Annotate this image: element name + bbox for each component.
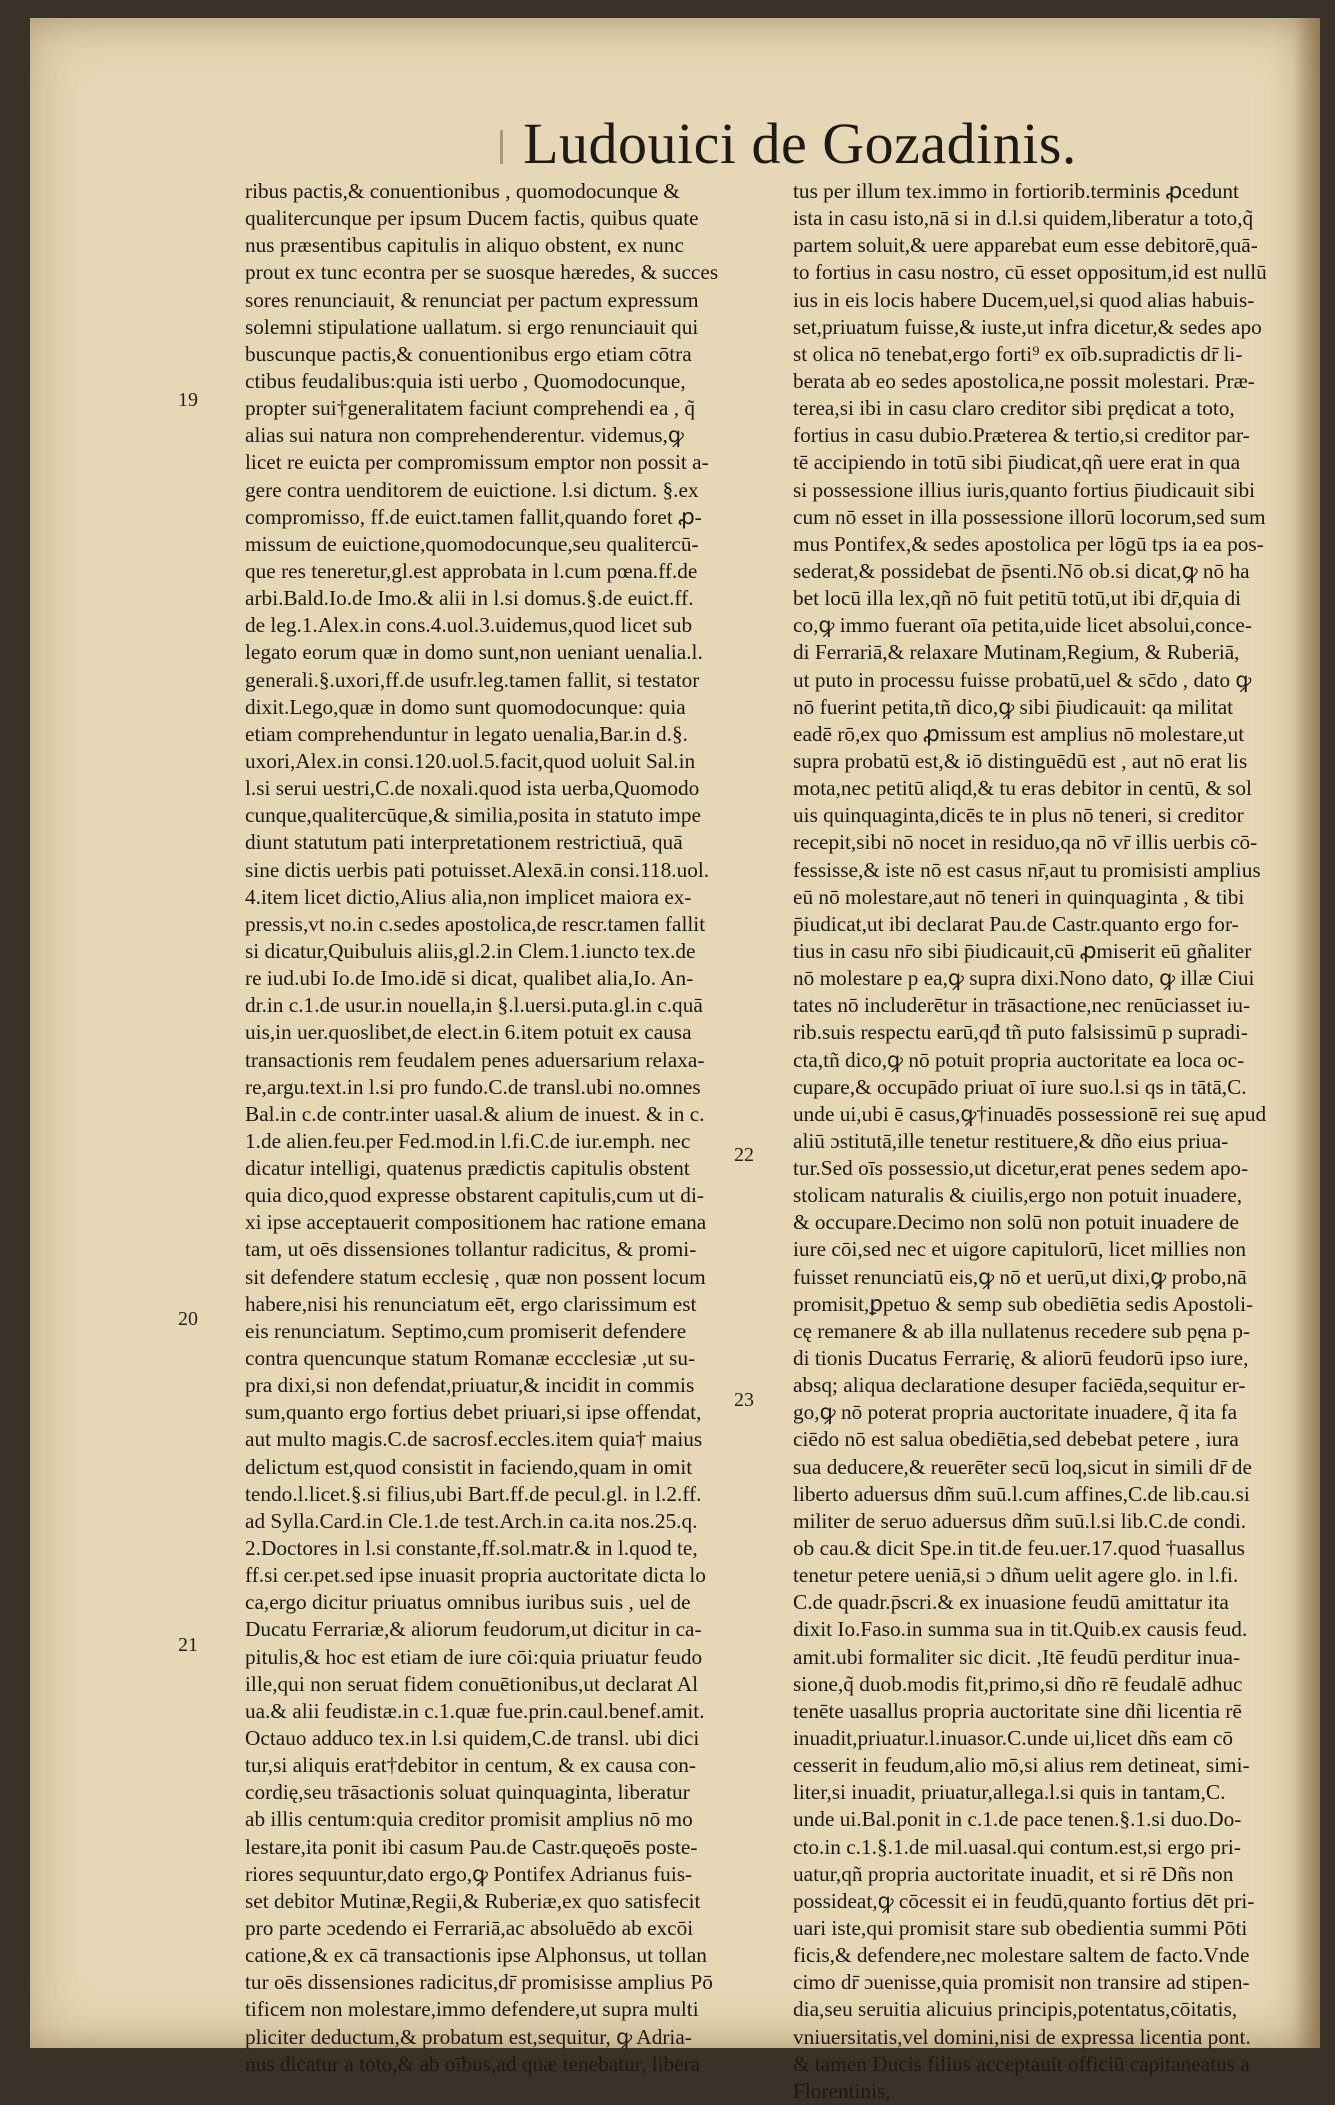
text-line: sione,q̃ duob.modis fit,primo,si dño rē feudalē adhuc (793, 1671, 1243, 1696)
page-title: Ludouici de Gozadinis. (523, 111, 1077, 176)
text-line: cupare,& occupādo priuat oī iure suo.l.si qs in tātā,C. (793, 1074, 1247, 1099)
header-ornament (500, 130, 517, 164)
left-text-column (245, 178, 743, 2078)
text-line: qualitercunque per ipsum Ducem factis, quibus quate (245, 206, 699, 231)
text-line: ctibus feudalibus:quia isti uerbo , Quomodocunque, (245, 368, 686, 393)
text-line: liter,si inuadit, priuatur,allega.l.si quis in tantam,C. (793, 1780, 1226, 1805)
text-line: fessisse,& iste nō est casus nr̄,aut tu promisisti amplius (793, 857, 1261, 882)
text-line: set debitor Mutinæ,Regii,& Ruberiæ,ex quo satisfecit (245, 1888, 701, 1913)
text-line: delictum est,quod consistit in faciendo,quam in omit (245, 1454, 693, 1479)
text-line: amit.ubi formaliter sic dicit. ,Itē feudū perditur inua- (793, 1644, 1241, 1669)
text-line: uatur,qñ propria auctoritate inuadit, et si rē Dñs non (793, 1861, 1234, 1886)
text-line: pra dixi,si non defendat,priuatur,& incidit in commis (245, 1373, 695, 1398)
text-line: tius in casu nr̄o sibi p̄iudicauit,cū ꝓmiserit eū gñaliter (793, 938, 1252, 963)
text-line: solemni stipulatione uallatum. si ergo renunciauit qui (245, 314, 699, 339)
text-line: pressis,vt no.in c.sedes apostolica,de rescr.tamen fallit (245, 911, 706, 936)
text-line: tam, ut oēs dissensiones tollantur radicitus, & promi- (245, 1237, 697, 1262)
text-line: catione,& ex cā transactionis ipse Alphonsus, ut tollan (245, 1943, 707, 1968)
text-line: ficis,& defendere,nec molestare saltem de facto.Vnde (793, 1943, 1250, 1968)
text-line: uis quinquaginta,dicēs te in plus nō teneri, si creditor (793, 803, 1244, 828)
margin-number-23: 23 (734, 1389, 754, 1411)
text-line: ille,qui non seruat fidem conuētionibus,ut declarat Al (245, 1671, 699, 1696)
text-line: uis,in uer.quoslibet,de elect.in 6.item potuit ex causa (245, 1020, 692, 1045)
text-line: pliciter deductum,& probatum est,sequitur, ꝙ Adria- (245, 2024, 692, 2049)
text-line: licet re euicta per compromissum emptor non possit a- (245, 450, 709, 475)
text-line: & tamen Ducis filius acceptauit officiū capitaneatus a (793, 2051, 1250, 2076)
text-line: quia dico,quod expresse obstarent capitulis,cum ut di- (245, 1183, 704, 1208)
text-line: 4.item licet dictio,Alius alia,non implicet maiora ex- (245, 884, 692, 909)
text-line: cto.in c.1.§.1.de mil.uasal.qui contum.est,si ergo pri- (793, 1834, 1241, 1859)
text-line: habere,nisi his renunciatum eēt, ergo clarissimum est (245, 1291, 697, 1316)
text-line: ca,ergo dicitur priuatus omnibus iuribus suis , uel de (245, 1590, 691, 1615)
text-line: cę remanere & ab illa nullatenus recedere sub pęna p- (793, 1318, 1251, 1343)
text-line: aut multo magis.C.de sacrosf.eccles.item quia† maius (245, 1427, 703, 1452)
text-line: tur,si aliquis erat†debitor in centum, & ex causa con- (245, 1753, 696, 1778)
text-line: partem soluit,& uere apparebat eum esse debitorē,quā- (793, 233, 1258, 258)
text-line: rib.suis respectu earū,qđ tñ puto falsissimū p supradi- (793, 1020, 1248, 1045)
text-line: dixit Io.Faso.in summa sua in tit.Quib.ex causis feud. (793, 1617, 1248, 1642)
text-line: promisit,ꝑpetuo & semp sub obediētia sedis Apostoli- (793, 1291, 1254, 1316)
text-line: uxori,Alex.in consi.120.uol.5.facit,quod uoluit Sal.in (245, 748, 696, 773)
text-line: terea,si ibi in casu claro creditor sibi prędicat a toto, (793, 396, 1235, 421)
text-line: tenēte uasallus propria auctoritate sine dñi licentia rē (793, 1698, 1242, 1723)
text-line: generali.§.uxori,ff.de usufr.leg.tamen fallit, si testator (245, 667, 700, 692)
text-line: p̄iudicat,ut ibi declarat Pau.de Castr.quanto ergo for- (793, 911, 1239, 936)
text-line: go,ꝙ nō poterat propria auctoritate inuadere, q̃ ita fa (793, 1400, 1238, 1425)
text-line: inuadit,priuatur.l.inuasor.C.unde ui,licet dñs eam cō (793, 1726, 1234, 1751)
text-line: dixit.Lego,quæ in domo sunt quomodocunque: quia (245, 694, 686, 719)
text-line: cordię,seu trāsactionis soluat quinquaginta, liberatur (245, 1780, 690, 1805)
text-line: 2.Doctores in l.si constante,ff.sol.matr.& in l.quod te, (245, 1536, 698, 1561)
text-line: set,priuatum fuisse,& iuste,ut infra dicetur,& sedes apo (793, 314, 1262, 339)
text-line: cesserit in feudum,alio mō,si alius rem detineat, simi- (793, 1753, 1250, 1778)
text-line: cunque,qualitercūque,& similia,posita in statuto impe (245, 803, 702, 828)
text-line: mus Pontifex,& sedes apostolica per lōgū tps ia ea pos- (793, 531, 1264, 556)
text-line: ut puto in processu fuisse probatū,uel & sc̄do , dato ꝙ (793, 667, 1252, 692)
text-line: aliū ɔstitutā,ille tenetur restituere,& dño eius priua- (793, 1128, 1229, 1153)
text-line: ab illis centum:quia creditor promisit amplius nō mo (245, 1807, 693, 1832)
text-line: ribus pactis,& conuentionibus , quomodocunque & (245, 179, 680, 203)
text-line: que res teneretur,gl.est approbata in l.cum pœna.ff.de (245, 558, 698, 583)
text-line: si dicatur,Quibuluis aliis,gl.2.in Clem.1.iuncto tex.de (245, 938, 696, 963)
text-line: xi ipse acceptauerit compositionem hac ratione emana (245, 1210, 707, 1235)
text-line: eis renunciatum. Septimo,cum promiserit defendere (245, 1318, 687, 1343)
page-edge-shadow (1294, 18, 1320, 2048)
text-line: ua.& alii feudistæ.in c.1.quæ fue.prin.caul.benef.amit. (245, 1698, 705, 1723)
text-line: prout ex tunc econtra per se suosque hæredes, & succes (245, 260, 719, 285)
text-line: dr.in c.1.de usur.in nouella,in §.l.uersi.puta.gl.in c.quā (245, 993, 703, 1018)
text-line: absq; aliqua declaratione desuper faciēda,sequitur er- (793, 1373, 1246, 1398)
text-line: eū nō molestare,aut nō teneri in quinquaginta , & tibi (793, 884, 1245, 909)
text-line: tus per illum tex.immo in fortiorib.terminis ꝓcedunt (793, 179, 1239, 203)
text-line: nus dicatur a toto,& ab oībus,ad quæ tenebatur, libera (245, 2051, 701, 2076)
text-line: ius in eis locis habere Ducem,uel,si quod alias habuis- (793, 287, 1255, 312)
text-line: Ducatu Ferrariæ,& aliorum feudorum,ut dicitur in ca- (245, 1617, 702, 1642)
text-line: fortius in casu dubio.Præterea & tertio,si creditor par- (793, 423, 1250, 448)
text-line: 1.de alien.feu.per Fed.mod.in l.fi.C.de iur.emph. nec (245, 1128, 691, 1153)
text-line: de leg.1.Alex.in cons.4.uol.3.uidemus,quod licet sub (245, 613, 693, 638)
text-line: nō molestare p ea,ꝙ supra dixi.Nono dato, ꝙ illæ Ciui (793, 966, 1255, 991)
text-line: contra quencunque statum Romanæ eccclesiæ ,ut su- (245, 1346, 696, 1371)
text-line: dicatur intelligi, quatenus prædictis capitulis obstent (245, 1156, 690, 1181)
text-line: lestare,ita ponit ibi casum Pau.de Castr.quęoēs poste- (245, 1834, 698, 1859)
text-line: gere contra uenditorem de euictione. l.si dictum. §.ex (245, 477, 699, 502)
text-line: propter sui†generalitatem faciunt comprehendi ea , q̃ (245, 396, 696, 421)
book-page (30, 18, 1320, 2103)
text-line: fuisset renunciatū eis,ꝙ nō et uerū,ut dixi,ꝙ probo,nā (793, 1264, 1247, 1289)
text-line: unde ui,ubi ē casus,ꝙ†inuadēs possessionē rei suę apud (793, 1101, 1267, 1126)
text-line: vniuersitatis,vel domini,nisi de expressa licentia pont. (793, 2024, 1251, 2049)
text-line: etiam comprehenduntur in legato uenalia,Bar.in d.§. (245, 721, 688, 746)
text-line: & occupare.Decimo non solū non potuit inuadere de (793, 1210, 1239, 1235)
margin-number-21: 21 (178, 1634, 198, 1656)
text-line: pitulis,& hoc est etiam de iure cōi:quia priuatur feudo (245, 1644, 703, 1669)
text-line: re,argu.text.in l.si pro fundo.C.de transl.ubi no.omnes (245, 1074, 701, 1099)
text-line: dia,seu seruitia alicuius principis,potentatus,cōitatis, (793, 1997, 1238, 2022)
text-line: iure cōi,sed nec et uigore capitulorū, licet millies non (793, 1237, 1247, 1262)
text-line: sum,quanto ergo fortius debet priuari,si ipse offendat, (245, 1400, 702, 1425)
text-line: sederat,& possidebat de p̄senti.Nō ob.si dicat,ꝙ nō ha (793, 558, 1250, 583)
text-line: uari iste,qui promisit stare sub obedientia summi Pōti (793, 1916, 1248, 1940)
text-line: ciēdo nō est salua obediētia,sed debebat petere , iura (793, 1427, 1239, 1452)
text-line: di tionis Ducatus Ferrarię, & aliorū feudorū ipso iure, (793, 1346, 1249, 1371)
text-line: l.si serui uestri,C.de noxali.quod ista uerba,Quomodo (245, 776, 700, 801)
text-line: sores renunciauit, & renunciat per pactum expressum (245, 287, 699, 312)
text-line: C.de quadr.p̄scri.& ex inuasione feudū amittatur ita (793, 1590, 1229, 1615)
text-line: cta,tñ dico,ꝙ nō potuit propria auctoritate ea loca oc- (793, 1047, 1245, 1072)
text-line: ff.si cer.pet.sed ipse inuasit propria auctoritate dicta lo (245, 1563, 706, 1588)
text-line: tē accipiendo in totū sibi p̄iudicat,qñ uere erat in qua (793, 450, 1241, 475)
text-line: co,ꝙ immo fuerant oīa petita,uide licet absolui,conce- (793, 613, 1252, 638)
text-line: stolicam naturalis & ciuilis,ergo non potuit inuadere, (793, 1183, 1243, 1208)
text-line: transactionis rem feudalem penes aduersarium relaxa- (245, 1047, 705, 1072)
text-line: ad Sylla.Card.in Cle.1.de test.Arch.in ca.ita nos.25.q. (245, 1508, 698, 1533)
text-line: re iud.ubi Io.de Imo.idē si dicat, qualibet alia,Io. An- (245, 966, 694, 991)
text-line: di Ferrariā,& relaxare Mutinam,Regium, & Ruberiā, (793, 640, 1240, 665)
text-line: supra probatū est,& iō distinguēdū est , aut nō erat lis (793, 748, 1248, 773)
text-line: si possessione illius iuris,quanto fortius p̄iudicauit sibi (793, 477, 1256, 502)
text-line: mota,nec petitū aliqd,& tu eras debitor in centū, & sol (793, 776, 1252, 801)
text-line: Florentinis, (793, 2078, 891, 2103)
text-line: possideat,ꝙ cōcessit ei in feudū,quanto fortius dēt pri- (793, 1888, 1255, 1913)
text-line: to fortius in casu nostro, cū esset oppositum,id est nullū (793, 260, 1267, 285)
text-line: pro parte ɔcedendo ei Ferrariā,ac absoluēdo ab excōi (245, 1916, 694, 1940)
right-text-column (793, 178, 1298, 2105)
text-line: tur oēs dissensiones radicitus,dr̄ promisisse amplius Pō (245, 1970, 713, 1995)
text-line: sua deducere,& reuerēter secū loq,sicut in simili dr̄ de (793, 1454, 1252, 1479)
text-line: tates nō includerētur in trāsactione,nec renūciasset iu- (793, 993, 1251, 1018)
text-line: Octauo adduco tex.in l.si quidem,C.de transl. ubi dici (245, 1726, 700, 1751)
text-line: nus præsentibus capitulis in aliquo obstent, ex nunc (245, 233, 684, 258)
text-line: tificem non molestare,immo defendere,ut supra multi (245, 1997, 699, 2022)
text-line: nō fuerint petita,tñ dico,ꝙ sibi p̄iudicauit: qa militat (793, 694, 1234, 719)
text-line: arbi.Bald.Io.de Imo.& alii in l.si domus.§.de euict.ff. (245, 586, 694, 611)
text-line: berata ab eo sedes apostolica,ne possit molestari. Præ- (793, 368, 1255, 393)
text-line: cimo dr̄ ɔuenisse,quia promisit non transire ad stipen- (793, 1970, 1250, 1995)
margin-number-19: 19 (178, 389, 198, 411)
text-line: legato eorum quæ in domo sunt,non ueniant uenalia.l. (245, 640, 703, 665)
text-line: ob cau.& dicit Spe.in tit.de feu.uer.17.quod †uasallus (793, 1536, 1245, 1561)
text-line: buscunque pactis,& conuentionibus ergo etiam cōtra (245, 341, 692, 366)
text-line: tendo.l.licet.§.si filius,ubi Bart.ff.de pecul.gl. in l.2.ff. (245, 1481, 702, 1506)
margin-number-20: 20 (178, 1308, 198, 1330)
text-line: riores sequuntur,dato ergo,ꝙ Pontifex Adrianus fuis- (245, 1861, 693, 1886)
text-line: tur.Sed oīs possessio,ut dicetur,erat penes sedem apo- (793, 1156, 1249, 1181)
text-line: sine dictis uerbis pati potuisset.Alexā.in consi.118.uol. (245, 857, 710, 882)
text-line: diunt statutum pati interpretationem restrictiuā, quā (245, 830, 683, 855)
text-line: alias sui natura non comprehenderentur. videmus,ꝙ (245, 423, 684, 448)
text-line: unde ui.Bal.ponit in c.1.de pace tenen.§.1.si duo.Do- (793, 1807, 1242, 1832)
text-line: militer de seruo aduersus dñm suū.l.si lib.C.de condi. (793, 1508, 1247, 1533)
text-line: recepit,sibi nō nocet in residuo,qa nō vr̄ illis uerbis cō- (793, 830, 1258, 855)
text-line: compromisso, ff.de euict.tamen fallit,quando foret ꝓ- (245, 504, 702, 529)
text-line: liberto aduersus dñm suū.l.cum affines,C.de lib.cau.si (793, 1481, 1250, 1506)
text-line: Bal.in c.de contr.inter uasal.& alium de inuest. & in c. (245, 1101, 705, 1126)
text-line: tenetur petere ueniā,si ɔ dñum uelit agere glo. in l.fi. (793, 1563, 1239, 1588)
text-line: missum de euictione,quomodocunque,seu qualitercū- (245, 531, 699, 556)
text-line: ista in casu isto,nā si in d.l.si quidem,liberatur a toto,q̃ (793, 206, 1254, 231)
margin-number-22: 22 (734, 1144, 754, 1166)
text-line: cum nō esset in illa possessione illorū locorum,sed sum (793, 504, 1266, 529)
text-line: eadē rō,ex quo ꝓmissum est amplius nō molestare,ut (793, 721, 1245, 746)
text-line: st olica nō tenebat,ergo forti⁹ ex oīb.supradictis dr̄ li- (793, 341, 1243, 366)
text-line: bet locū illa lex,qñ nō fuit petitū totū,ut ibi dr̄,quia di (793, 586, 1242, 611)
text-line: sit defendere statum ecclesię , quæ non possent locum (245, 1264, 706, 1289)
